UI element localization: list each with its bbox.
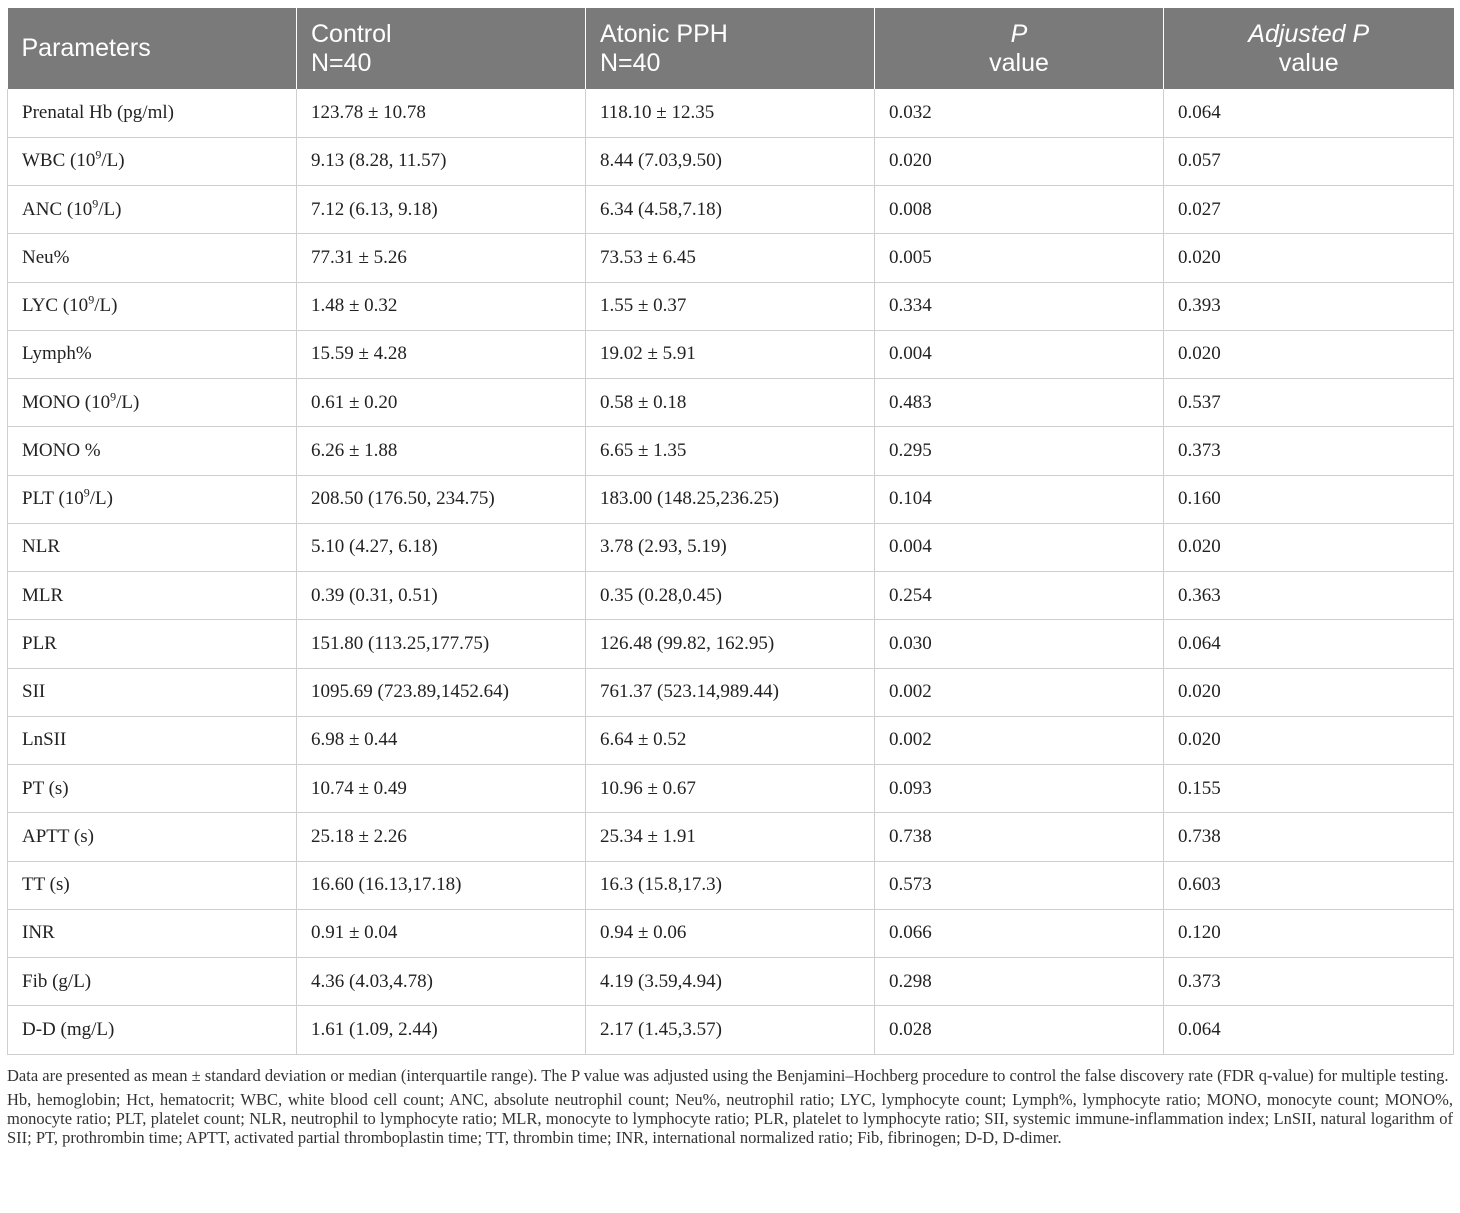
- table-row: [8, 523, 1454, 571]
- table-row: [8, 668, 1454, 716]
- cell-adjusted-p-value: 0.064: [1164, 620, 1454, 668]
- header-parameters: [8, 8, 297, 89]
- header-adjusted-value-label: value: [1278, 48, 1339, 77]
- cell-control: 151.80 (113.25,177.75): [297, 620, 586, 668]
- cell-atonic-pph: 0.94 ± 0.06: [586, 909, 875, 957]
- cell-p-value: 0.032: [875, 89, 1164, 137]
- table-row: [8, 427, 1454, 475]
- parameter-unit: /L): [94, 295, 118, 317]
- header-p-label: P: [1010, 19, 1028, 48]
- cell-adjusted-p-value: 0.393: [1164, 282, 1454, 330]
- table-container: [7, 8, 1453, 1152]
- cell-parameter: [8, 475, 297, 523]
- table-row: [8, 379, 1454, 427]
- cell-parameter: [8, 379, 297, 427]
- cell-atonic-pph: 6.65 ± 1.35: [586, 427, 875, 475]
- table-row: [8, 330, 1454, 378]
- table-row: [8, 572, 1454, 620]
- header-pph-n: N=40: [600, 48, 661, 77]
- footnote-data-presentation: Data are presented as mean ± standard deviation or median (interquartile range). The P value was adjusted using the Benjamini–Hochberg procedure to control the false discovery rate (FDR q-value) for multiple testing.: [7, 1065, 1449, 1085]
- header-atonic-pph: [586, 8, 875, 89]
- cell-adjusted-p-value: 0.027: [1164, 186, 1454, 234]
- cell-p-value: 0.093: [875, 765, 1164, 813]
- cell-atonic-pph: 183.00 (148.25,236.25): [586, 475, 875, 523]
- cell-adjusted-p-value: 0.020: [1164, 716, 1454, 764]
- cell-atonic-pph: 0.35 (0.28,0.45): [586, 572, 875, 620]
- header-control-n: N=40: [311, 48, 372, 77]
- cell-adjusted-p-value: 0.373: [1164, 958, 1454, 1006]
- cell-atonic-pph: 16.3 (15.8,17.3): [586, 861, 875, 909]
- cell-p-value: 0.573: [875, 861, 1164, 909]
- cell-control: 16.60 (16.13,17.18): [297, 861, 586, 909]
- cell-parameter: LnSII: [8, 716, 297, 764]
- cell-p-value: 0.066: [875, 909, 1164, 957]
- cell-p-value: 0.020: [875, 137, 1164, 185]
- table-header: [8, 8, 1454, 89]
- cell-adjusted-p-value: 0.537: [1164, 379, 1454, 427]
- header-pph-label: Atonic PPH: [600, 19, 728, 48]
- cell-p-value: 0.295: [875, 427, 1164, 475]
- table-row: [8, 909, 1454, 957]
- cell-atonic-pph: 2.17 (1.45,3.57): [586, 1006, 875, 1054]
- table-row: [8, 716, 1454, 764]
- parameter-name: ANC (10: [22, 198, 93, 220]
- cell-adjusted-p-value: 0.020: [1164, 523, 1454, 571]
- cell-control: 1.61 (1.09, 2.44): [297, 1006, 586, 1054]
- cell-parameter: MLR: [8, 572, 297, 620]
- cell-adjusted-p-value: 0.603: [1164, 861, 1454, 909]
- table-row: [8, 186, 1454, 234]
- cell-atonic-pph: 0.58 ± 0.18: [586, 379, 875, 427]
- cell-atonic-pph: 19.02 ± 5.91: [586, 330, 875, 378]
- cell-control: 7.12 (6.13, 9.18): [297, 186, 586, 234]
- cell-atonic-pph: 6.34 (4.58,7.18): [586, 186, 875, 234]
- cell-control: 4.36 (4.03,4.78): [297, 958, 586, 1006]
- parameter-exponent: 9: [110, 389, 117, 404]
- table-row: [8, 620, 1454, 668]
- cell-parameter: NLR: [8, 523, 297, 571]
- cell-parameter: Neu%: [8, 234, 297, 282]
- parameter-exponent: 9: [83, 485, 90, 500]
- cell-p-value: 0.028: [875, 1006, 1164, 1054]
- header-p-value: [875, 8, 1164, 89]
- cell-atonic-pph: 8.44 (7.03,9.50): [586, 137, 875, 185]
- cell-p-value: 0.002: [875, 716, 1164, 764]
- parameter-exponent: 9: [92, 196, 99, 211]
- table-row: [8, 861, 1454, 909]
- cell-control: 6.26 ± 1.88: [297, 427, 586, 475]
- parameter-name: MONO (10: [22, 391, 111, 413]
- cell-atonic-pph: 4.19 (3.59,4.94): [586, 958, 875, 1006]
- cell-p-value: 0.004: [875, 330, 1164, 378]
- cell-parameter: [8, 137, 297, 185]
- cell-adjusted-p-value: 0.057: [1164, 137, 1454, 185]
- cell-p-value: 0.005: [875, 234, 1164, 282]
- cell-control: 9.13 (8.28, 11.57): [297, 137, 586, 185]
- cell-control: 15.59 ± 4.28: [297, 330, 586, 378]
- cell-atonic-pph: 6.64 ± 0.52: [586, 716, 875, 764]
- cell-control: 6.98 ± 0.44: [297, 716, 586, 764]
- cell-adjusted-p-value: 0.155: [1164, 765, 1454, 813]
- cell-parameter: SII: [8, 668, 297, 716]
- cell-parameter: Prenatal Hb (pg/ml): [8, 89, 297, 137]
- cell-parameter: D-D (mg/L): [8, 1006, 297, 1054]
- cell-adjusted-p-value: 0.020: [1164, 668, 1454, 716]
- cell-adjusted-p-value: 0.373: [1164, 427, 1454, 475]
- header-control-label: Control: [311, 19, 392, 48]
- parameter-name: WBC (10: [22, 150, 96, 172]
- cell-adjusted-p-value: 0.020: [1164, 234, 1454, 282]
- cell-control: 1095.69 (723.89,1452.64): [297, 668, 586, 716]
- header-parameters-label: Parameters: [21, 34, 151, 62]
- cell-parameter: Fib (g/L): [8, 958, 297, 1006]
- table-row: [8, 958, 1454, 1006]
- cell-p-value: 0.030: [875, 620, 1164, 668]
- cell-control: 5.10 (4.27, 6.18): [297, 523, 586, 571]
- header-adjusted-p-label: Adjusted P: [1248, 19, 1370, 48]
- table-row: [8, 813, 1454, 861]
- cell-control: 0.39 (0.31, 0.51): [297, 572, 586, 620]
- table-footnotes: [7, 1066, 1453, 1147]
- cell-atonic-pph: 10.96 ± 0.67: [586, 765, 875, 813]
- parameter-unit: /L): [98, 198, 122, 220]
- cell-atonic-pph: 118.10 ± 12.35: [586, 89, 875, 137]
- cell-adjusted-p-value: 0.064: [1164, 89, 1454, 137]
- cell-p-value: 0.738: [875, 813, 1164, 861]
- cell-p-value: 0.298: [875, 958, 1164, 1006]
- cell-p-value: 0.254: [875, 572, 1164, 620]
- cell-parameter: [8, 186, 297, 234]
- cell-control: 123.78 ± 10.78: [297, 89, 586, 137]
- cell-parameter: INR: [8, 909, 297, 957]
- cell-atonic-pph: 761.37 (523.14,989.44): [586, 668, 875, 716]
- table-row: [8, 234, 1454, 282]
- footnote-abbreviations: Hb, hemoglobin; Hct, hematocrit; WBC, white blood cell count; ANC, absolute neutrophil count; Neu%, neutrophil ratio; LYC, lymphocyte count; Lymph%, lymphocyte ratio; MONO, monocyte count; MONO%, monocyte ratio; PLT, platelet count; NLR, neutrophil to lymphocyte ratio; MLR, monocyte to lymphocyte ratio; PLR, platelet to lymphocyte ratio; SII, systemic immune-inflammation index; LnSII, natural logarithm of SII; PT, prothrombin time; APTT, activated partial thromboplastin time; TT, thrombin time; INR, international normalized ratio; Fib, fibrinogen; D-D, D-dimer.: [7, 1089, 1453, 1147]
- table-row: [8, 137, 1454, 185]
- cell-p-value: 0.334: [875, 282, 1164, 330]
- cell-atonic-pph: 1.55 ± 0.37: [586, 282, 875, 330]
- table-row: [8, 765, 1454, 813]
- header-row: [8, 8, 1454, 89]
- cell-adjusted-p-value: 0.064: [1164, 1006, 1454, 1054]
- cell-atonic-pph: 25.34 ± 1.91: [586, 813, 875, 861]
- cell-control: 0.61 ± 0.20: [297, 379, 586, 427]
- parameter-unit: /L): [116, 391, 140, 413]
- data-table: [7, 8, 1454, 1055]
- parameter-name: PLT (10: [22, 488, 84, 510]
- cell-adjusted-p-value: 0.160: [1164, 475, 1454, 523]
- cell-control: 208.50 (176.50, 234.75): [297, 475, 586, 523]
- cell-parameter: PLR: [8, 620, 297, 668]
- table-row: [8, 282, 1454, 330]
- cell-parameter: APTT (s): [8, 813, 297, 861]
- table-row: [8, 89, 1454, 137]
- parameter-name: LYC (10: [22, 295, 89, 317]
- cell-adjusted-p-value: 0.738: [1164, 813, 1454, 861]
- cell-control: 77.31 ± 5.26: [297, 234, 586, 282]
- cell-parameter: PT (s): [8, 765, 297, 813]
- header-adjusted-p-value: [1164, 8, 1454, 89]
- cell-adjusted-p-value: 0.363: [1164, 572, 1454, 620]
- cell-control: 0.91 ± 0.04: [297, 909, 586, 957]
- cell-control: 1.48 ± 0.32: [297, 282, 586, 330]
- cell-control: 25.18 ± 2.26: [297, 813, 586, 861]
- cell-adjusted-p-value: 0.020: [1164, 330, 1454, 378]
- cell-parameter: [8, 282, 297, 330]
- cell-p-value: 0.104: [875, 475, 1164, 523]
- cell-p-value: 0.002: [875, 668, 1164, 716]
- parameter-unit: /L): [101, 150, 125, 172]
- cell-p-value: 0.004: [875, 523, 1164, 571]
- cell-atonic-pph: 3.78 (2.93, 5.19): [586, 523, 875, 571]
- cell-control: 10.74 ± 0.49: [297, 765, 586, 813]
- cell-atonic-pph: 126.48 (99.82, 162.95): [586, 620, 875, 668]
- cell-adjusted-p-value: 0.120: [1164, 909, 1454, 957]
- header-control: [297, 8, 586, 89]
- parameter-exponent: 9: [88, 292, 95, 307]
- parameter-exponent: 9: [95, 148, 102, 163]
- table-row: [8, 1006, 1454, 1054]
- cell-parameter: MONO %: [8, 427, 297, 475]
- table-row: [8, 475, 1454, 523]
- parameter-unit: /L): [89, 488, 113, 510]
- cell-p-value: 0.008: [875, 186, 1164, 234]
- table-body: [8, 89, 1454, 1054]
- cell-p-value: 0.483: [875, 379, 1164, 427]
- cell-parameter: Lymph%: [8, 330, 297, 378]
- cell-atonic-pph: 73.53 ± 6.45: [586, 234, 875, 282]
- cell-parameter: TT (s): [8, 861, 297, 909]
- header-p-value-label: value: [989, 48, 1049, 77]
